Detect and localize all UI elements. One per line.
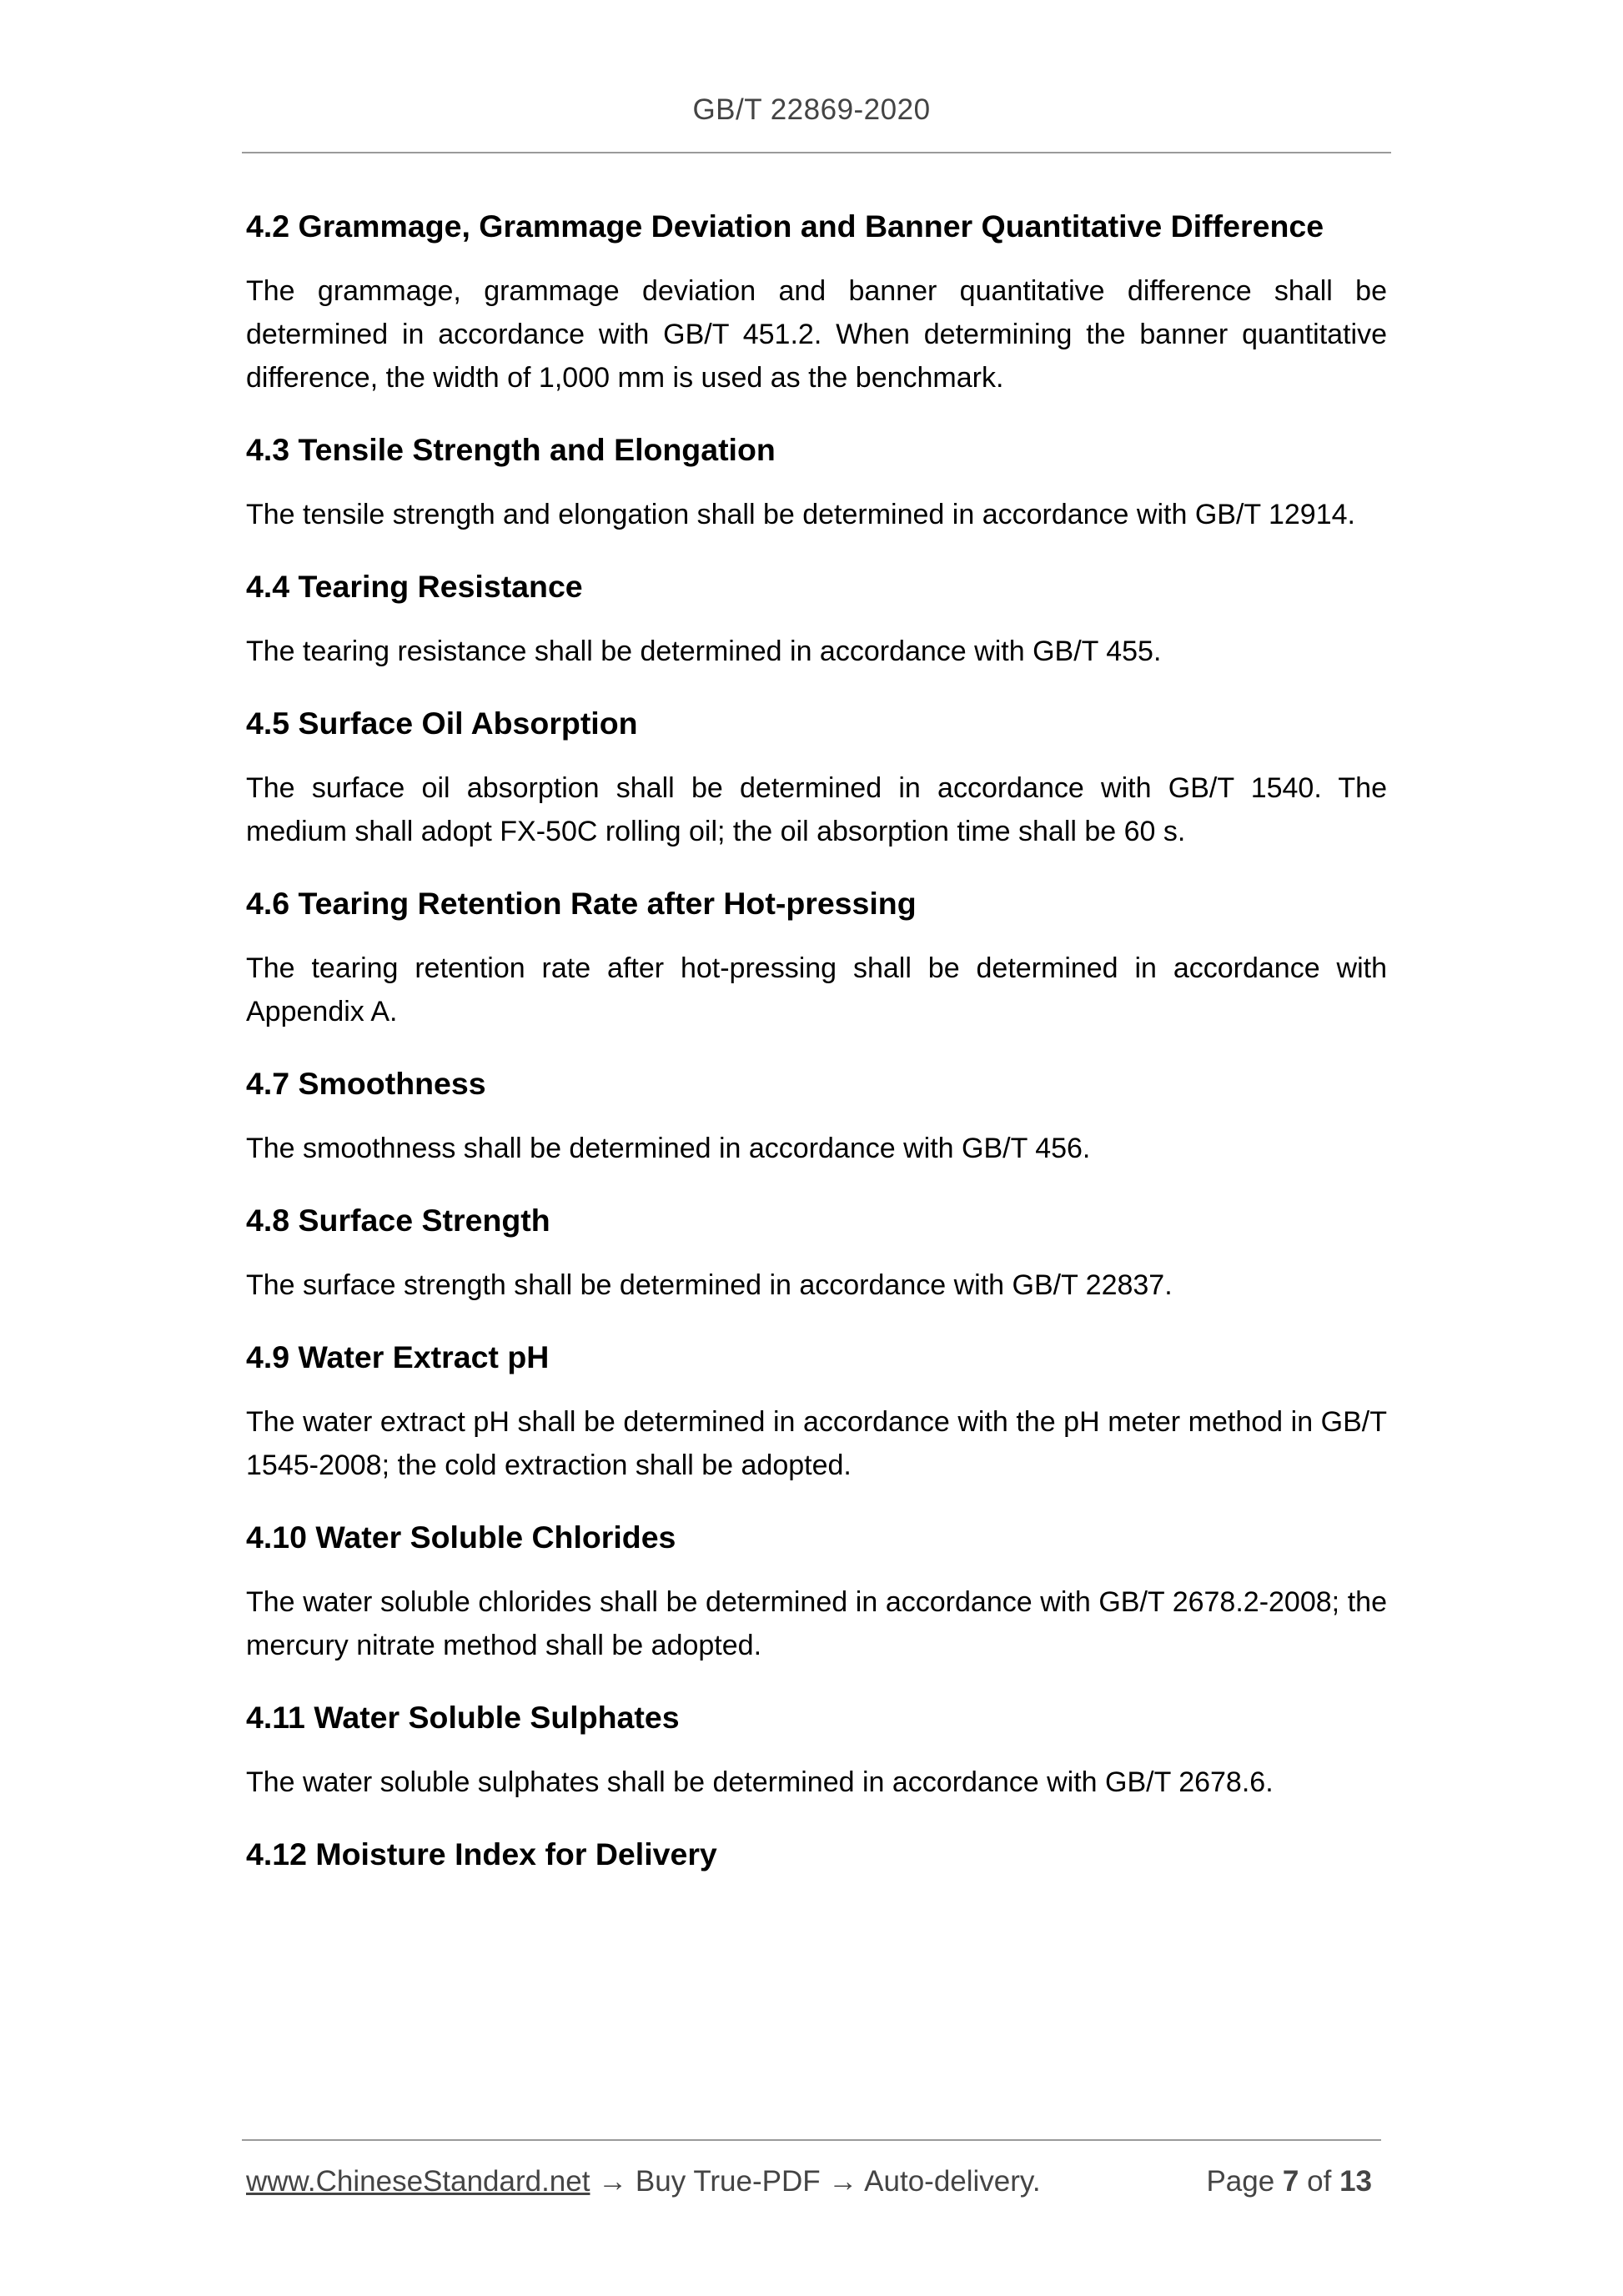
section-body: The tearing resistance shall be determined in accordance with GB/T 455. — [246, 636, 1162, 667]
of-label: of — [1307, 2165, 1332, 2198]
section-heading: 4.9 Water Extract pH — [246, 1339, 550, 1374]
footer-promo — [246, 2162, 1041, 2202]
section-body: The smoothness shall be determined in accordance with GB/T 456. — [246, 1133, 1091, 1164]
section-4-7 — [246, 1062, 1387, 1170]
section-heading: 4.4 Tearing Resistance — [246, 569, 583, 604]
section-heading: 4.12 Moisture Index for Delivery — [246, 1836, 717, 1871]
document-header — [0, 93, 1623, 127]
section-body: The water soluble sulphates shall be determined in accordance with GB/T 2678.6. — [246, 1766, 1274, 1798]
section-4-10 — [246, 1515, 1387, 1667]
website-link[interactable]: www.ChineseStandard.net — [246, 2165, 590, 2198]
page-label: Page — [1206, 2165, 1275, 2198]
section-4-8 — [246, 1198, 1387, 1307]
section-body: The grammage, grammage deviation and banner quantitative difference shall be determined in accordance with GB/T 451.2. When determining the banner quantitative difference, the width of 1,000 mm is used as the benchmark. — [246, 275, 1387, 394]
section-4-3 — [246, 428, 1387, 536]
footer-tagline: → Buy True-PDF → Auto-delivery. — [590, 2165, 1041, 2198]
section-4-5 — [246, 701, 1387, 853]
page-indicator — [1206, 2162, 1372, 2202]
section-heading: 4.11 Water Soluble Sulphates — [246, 1700, 680, 1735]
section-4-12 — [246, 1832, 1387, 1876]
document-code: GB/T 22869-2020 — [692, 93, 931, 126]
footer-divider — [242, 2139, 1381, 2141]
section-heading: 4.8 Surface Strength — [246, 1203, 550, 1238]
total-pages-number: 13 — [1339, 2165, 1372, 2198]
section-4-9 — [246, 1335, 1387, 1487]
section-4-2 — [246, 204, 1387, 399]
section-heading: 4.3 Tensile Strength and Elongation — [246, 432, 776, 467]
section-4-6 — [246, 882, 1387, 1033]
section-body: The tearing retention rate after hot-pressing shall be determined in accordance with Appendix A. — [246, 952, 1387, 1027]
header-divider — [242, 152, 1391, 153]
section-body: The water soluble chlorides shall be determined in accordance with GB/T 2678.2-2008; the mercury nitrate method shall be adopted. — [246, 1586, 1387, 1661]
section-heading: 4.10 Water Soluble Chlorides — [246, 1520, 676, 1555]
section-body: The surface strength shall be determined in accordance with GB/T 22837. — [246, 1269, 1173, 1301]
section-heading: 4.2 Grammage, Grammage Deviation and Banner Quantitative Difference — [246, 208, 1324, 244]
section-4-4 — [246, 565, 1387, 673]
section-body: The water extract pH shall be determined in accordance with the pH meter method in GB/T 1545-2008; the cold extraction shall be adopted. — [246, 1406, 1387, 1481]
section-body: The surface oil absorption shall be determined in accordance with GB/T 1540. The medium shall adopt FX-50C rolling oil; the oil absorption time shall be 60 s. — [246, 772, 1387, 847]
section-4-11 — [246, 1696, 1387, 1804]
section-heading: 4.6 Tearing Retention Rate after Hot-pressing — [246, 886, 917, 921]
section-heading: 4.7 Smoothness — [246, 1066, 486, 1101]
section-heading: 4.5 Surface Oil Absorption — [246, 706, 638, 741]
document-body — [246, 204, 1387, 1897]
current-page-number: 7 — [1282, 2165, 1299, 2198]
section-body: The tensile strength and elongation shall be determined in accordance with GB/T 12914. — [246, 499, 1355, 530]
